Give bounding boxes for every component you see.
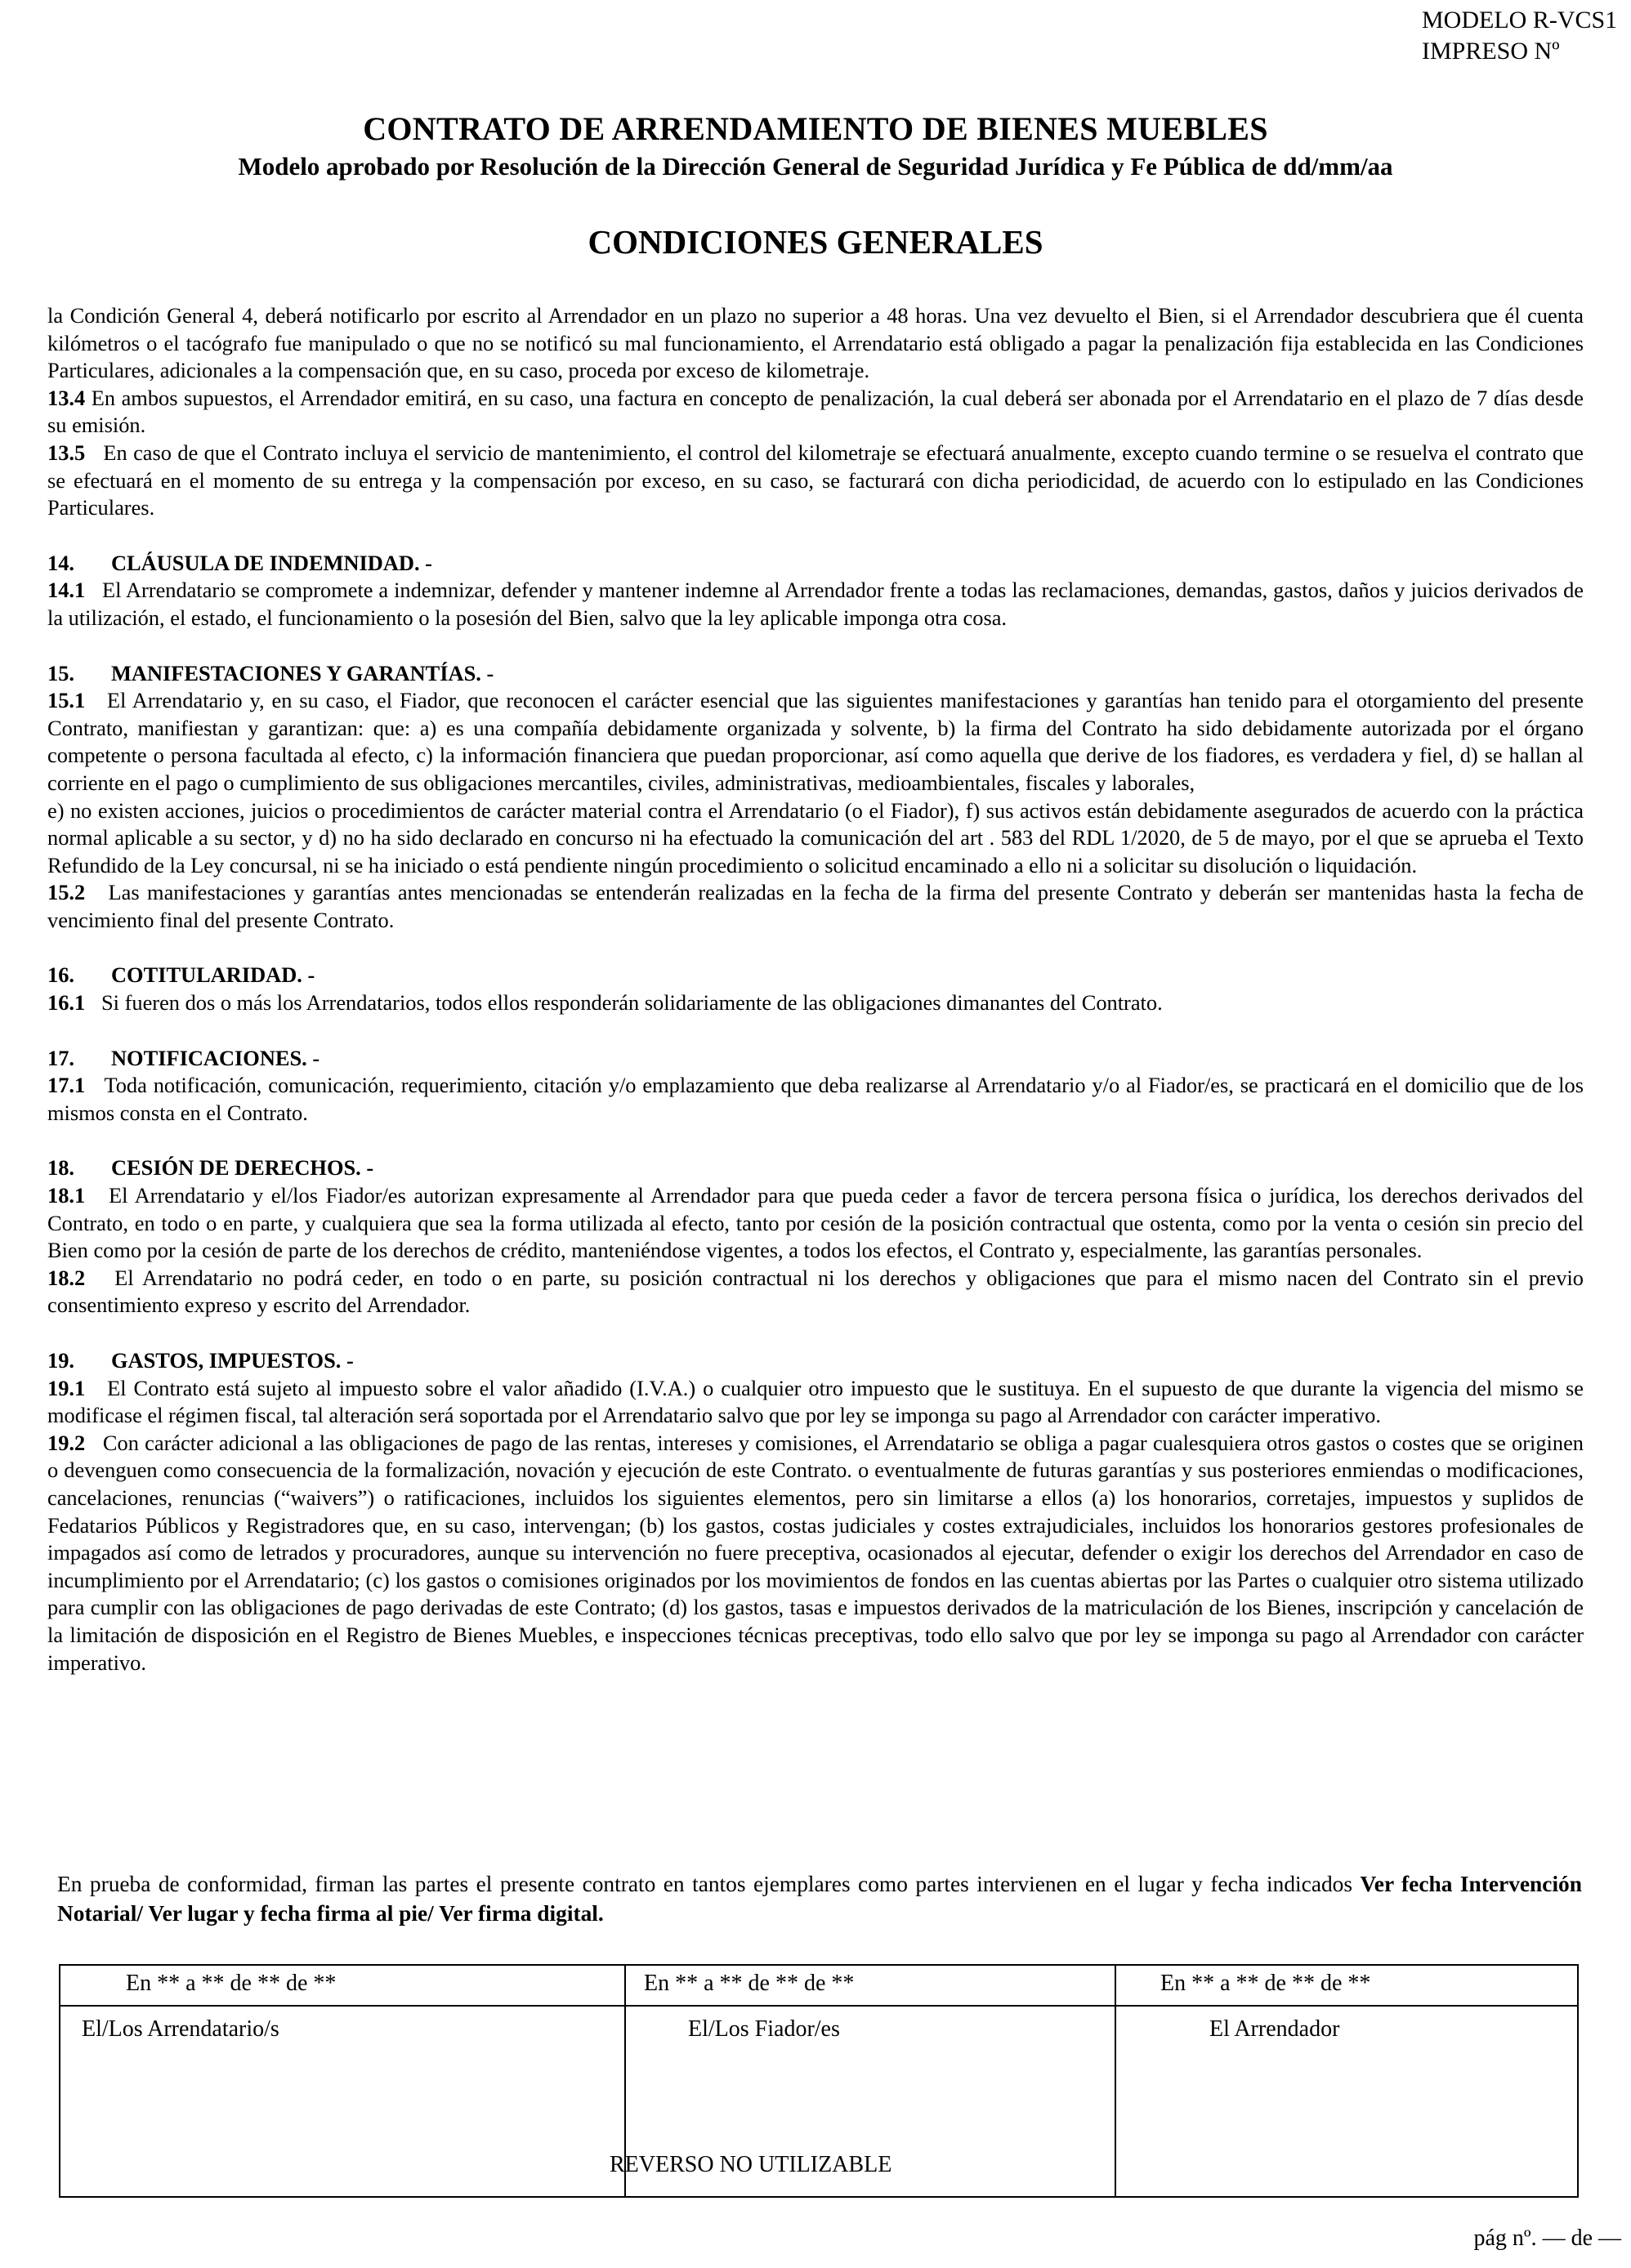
clause-title: GASTOS, IMPUESTOS. - xyxy=(111,1348,354,1373)
paragraph-text: El Arrendatario y, en su caso, el Fiador, que reconocen el carácter esencial que las siguientes manifestaciones y garantías han tenido para el otorgamiento del presente Contrato, manifiestan y garantizan: que: a) es una compañía debidamente organizada y solvente, b) la firma del Contrato ha sido debidamente autorizada por el órgano competente o persona facultada al efecto, c) la información financiera que puedan proporcionar, así como aquella que derive de los fiadores, es verdadera y fiel, d) se hallan al corriente en el pago o cumplimiento de sus obligaciones mercantiles, civiles, administrativas, medioambientales, fiscales y laborales, xyxy=(47,688,1584,795)
model-code: MODELO R-VCS1 xyxy=(1422,7,1618,33)
closing-bold-text: Ver fecha Intervención Notarial/ Ver lugar y fecha firma al pie/ Ver firma digital. xyxy=(57,1872,1582,1926)
section-title: CONDICIONES GENERALES xyxy=(588,223,1043,261)
conditions-body xyxy=(47,302,1584,1676)
clause-number: 16. xyxy=(47,962,74,988)
paragraph-15-1-continued: e) no existen acciones, juicios o procedimientos de carácter material contra el Arrendatario (o el Fiador), f) sus activos están debidamente asegurados de acuerdo con la práctica normal aplicable a su sector, y d) no ha sido declarado en concurso ni ha efectuado la comunicación del art . 583 del RDL 1/2020, de 5 de mayo, por el que se aprueba el Texto Refundido de la Ley concursal, ni se ha iniciado o está pendiente ningún procedimiento o solicitud encaminado a ello ni a solicitar su disolución o liquidación. xyxy=(47,797,1584,877)
printed-number: IMPRESO Nº xyxy=(1422,38,1560,65)
paragraph-text: El Arrendatario no podrá ceder, en todo o en parte, su posición contractual ni los derechos y obligaciones que para el mismo nacen del Contrato sin el previo consentimiento expreso y escrito del Arrendador. xyxy=(47,1265,1584,1318)
signature-date-3: En ** a ** de ** de ** xyxy=(1160,1971,1371,1996)
paragraph-18-2 xyxy=(47,1265,1584,1319)
clause-16-heading xyxy=(47,962,1584,989)
paragraph-number: 15.1 xyxy=(47,688,86,713)
paragraph-18-1 xyxy=(47,1182,1584,1265)
clause-number: 14. xyxy=(47,550,74,575)
clause-title: CESIÓN DE DERECHOS. - xyxy=(111,1155,374,1181)
paragraph-number: 19.1 xyxy=(47,1375,86,1400)
paragraph-text: El Arrendatario y el/los Fiador/es autorizan expresamente al Arrendador para que pueda ceder a favor de tercera persona física o jurídica, los derechos derivados del Contrato, en todo o en parte, y cualquiera que sea la forma utilizada al efecto, tanto por cesión de la posición contractual que ostenta, como por la venta o cesión sin precio del Bien como por la cesión de parte de los derechos de crédito, manteniéndose vigentes, a todos los efectos, el Contrato y, especialmente, las garantías personales. xyxy=(47,1183,1584,1263)
paragraph-number: 18.2 xyxy=(47,1265,86,1290)
closing-text: En prueba de conformidad, firman las partes el presente contrato en tantos ejemplares como partes intervienen en el lugar y fecha indicados xyxy=(57,1872,1353,1896)
paragraph-text: En ambos supuestos, el Arrendador emitirá, en su caso, una factura en concepto de penalización, la cual deberá ser abonada por el Arrendatario en el plazo de 7 días desde su emisión. xyxy=(47,385,1584,438)
clause-title: NOTIFICACIONES. - xyxy=(111,1045,320,1070)
signature-party-lessee: El/Los Arrendatario/s xyxy=(82,2016,279,2042)
paragraph-number: 15.2 xyxy=(47,880,86,905)
signature-date-1: En ** a ** de ** de ** xyxy=(126,1971,337,1996)
paragraph-19-1 xyxy=(47,1375,1584,1430)
signature-party-lessor: El Arrendador xyxy=(1209,2016,1340,2042)
intro-paragraph: la Condición General 4, deberá notificarlo por escrito al Arrendador en un plazo no superior a 48 horas. Una vez devuelto el Bien, si el Arrendador descubriera que él cuenta kilómetros o el tacógrafo fue manipulado o que no se notificó su mal funcionamiento, el Arrendatario está obligado a pagar la penalización fija establecida en las Condiciones Particulares, adicionales a la compensación que, en su caso, proceda por exceso de kilometraje. xyxy=(47,303,1584,383)
paragraph-text: Las manifestaciones y garantías antes mencionadas se entenderán realizadas en la fecha de la firma del presente Contrato y deberán ser mantenidas hasta la fecha de vencimiento final del presente Contrato. xyxy=(47,880,1584,932)
clause-15-heading xyxy=(47,660,1584,688)
clause-title: MANIFESTACIONES Y GARANTÍAS. - xyxy=(111,660,494,685)
clause-19-heading xyxy=(47,1347,1584,1375)
document-title: CONTRATO DE ARRENDAMIENTO DE BIENES MUEBLES xyxy=(363,110,1268,147)
paragraph-text: El Arrendatario se compromete a indemnizar, defender y mantener indemne al Arrendador frente a todas las reclamaciones, demandas, gastos, daños y juicios derivados de la utilización, el estado, el funcionamiento o la posesión del Bien, salvo que la ley aplicable imponga otra cosa. xyxy=(47,578,1584,630)
paragraph-number: 16.1 xyxy=(47,990,86,1016)
paragraph-text: En caso de que el Contrato incluya el servicio de mantenimiento, el control del kilometraje se efectuará anualmente, excepto cuando termine o se resuelva el contrato que se efectuará en el momento de su entrega y la compensación por exceso, en su caso, se facturará con dicha periodicidad, de acuerdo con lo estipulado en las Condiciones Particulares. xyxy=(47,440,1584,520)
clause-18-heading xyxy=(47,1154,1584,1182)
paragraph-16-1 xyxy=(47,989,1584,1017)
paragraph-17-1 xyxy=(47,1072,1584,1127)
paragraph-number: 13.4 xyxy=(47,385,86,410)
paragraph-number: 13.5 xyxy=(47,440,86,465)
paragraph-13-5 xyxy=(47,440,1584,522)
closing-statement xyxy=(57,1869,1582,1928)
signature-party-guarantor: El/Los Fiador/es xyxy=(688,2016,840,2042)
paragraph-19-2 xyxy=(47,1430,1584,1676)
signature-table xyxy=(59,1964,1579,2198)
clause-title: CLÁUSULA DE INDEMNIDAD. - xyxy=(111,550,432,575)
page-number: pág nº. — de — xyxy=(1473,2226,1621,2251)
signature-date-2: En ** a ** de ** de ** xyxy=(644,1971,855,1996)
clause-number: 17. xyxy=(47,1045,74,1070)
paragraph-text: Con carácter adicional a las obligaciones de pago de las rentas, intereses y comisiones, el Arrendatario se obliga a pagar cualesquiera otros gastos o costes que se originen o devenguen como consecuencia de la formalización, novación y ejecución de este Contrato. o eventualmente de futuras garantías y sus posteriores enmiendas o modificaciones, cancelaciones, renuncias (“waivers”) o ratificaciones, incluidos los siguientes elementos, pero sin limitarse a ellos (a) los honorarios, corretajes, impuestos y suplidos de Fedatarios Públicos y Registradores que, en su caso, intervengan; (b) los gastos, costas judiciales y costes extrajudiciales, incluidos los honorarios gestores profesionales de impagados así como de letrados y procuradores, aunque su intervención no fuere preceptiva, ocasionados al ejecutar, defender o exigir los derechos del Arrendador en caso de incumplimiento por el Arrendatario; (c) los gastos o comisiones originados por los movimientos de fondos en las cuentas abiertas por las Partes o cualquier otro sistema utilizado para cumplir con las obligaciones de pago derivadas de este Contrato; (d) los gastos, tasas e impuestos derivados de la matriculación de los Bienes, inscripción y cancelación de la limitación de disposición en el Registro de Bienes Muebles, e inspecciones técnicas preceptivas, todo ello salvo que por ley se imponga su pago al Arrendador con carácter imperativo. xyxy=(47,1430,1584,1675)
paragraph-number: 14.1 xyxy=(47,578,86,603)
paragraph-13-4 xyxy=(47,385,1584,440)
clause-17-heading xyxy=(47,1045,1584,1073)
clause-number: 15. xyxy=(47,660,74,685)
clause-14-heading xyxy=(47,550,1584,578)
clause-number: 18. xyxy=(47,1155,74,1181)
paragraph-text: Si fueren dos o más los Arrendatarios, todos ellos responderán solidariamente de las obligaciones dimanantes del Contrato. xyxy=(101,990,1163,1016)
column-divider xyxy=(1115,1966,1116,2196)
paragraph-15-2 xyxy=(47,879,1584,934)
paragraph-number: 19.2 xyxy=(47,1430,86,1455)
paragraph-text: Toda notificación, comunicación, requerimiento, citación y/o emplazamiento que deba realizarse al Arrendatario y/o al Fiador/es, se practicará en el domicilio que de los mismos consta en el Contrato. xyxy=(47,1073,1584,1125)
paragraph-number: 17.1 xyxy=(47,1073,86,1098)
paragraph-number: 18.1 xyxy=(47,1183,86,1208)
header-block xyxy=(1422,5,1618,67)
document-subtitle: Modelo aprobado por Resolución de la Dirección General de Seguridad Jurídica y Fe Pública de dd/mm/aa xyxy=(238,152,1393,181)
paragraph-text: El Contrato está sujeto al impuesto sobre el valor añadido (I.V.A.) o cualquier otro impuesto que le sustituya. En el supuesto de que durante la vigencia del mismo se modificase el régimen fiscal, tal alteración será soportada por el Arrendatario salvo que por ley se imponga su pago al Arrendador con carácter imperativo. xyxy=(47,1375,1584,1428)
paragraph-15-1 xyxy=(47,687,1584,797)
clause-number: 19. xyxy=(47,1348,74,1373)
paragraph-14-1 xyxy=(47,577,1584,632)
reverse-note: REVERSO NO UTILIZABLE xyxy=(610,2152,892,2177)
clause-title: COTITULARIDAD. - xyxy=(111,962,315,988)
